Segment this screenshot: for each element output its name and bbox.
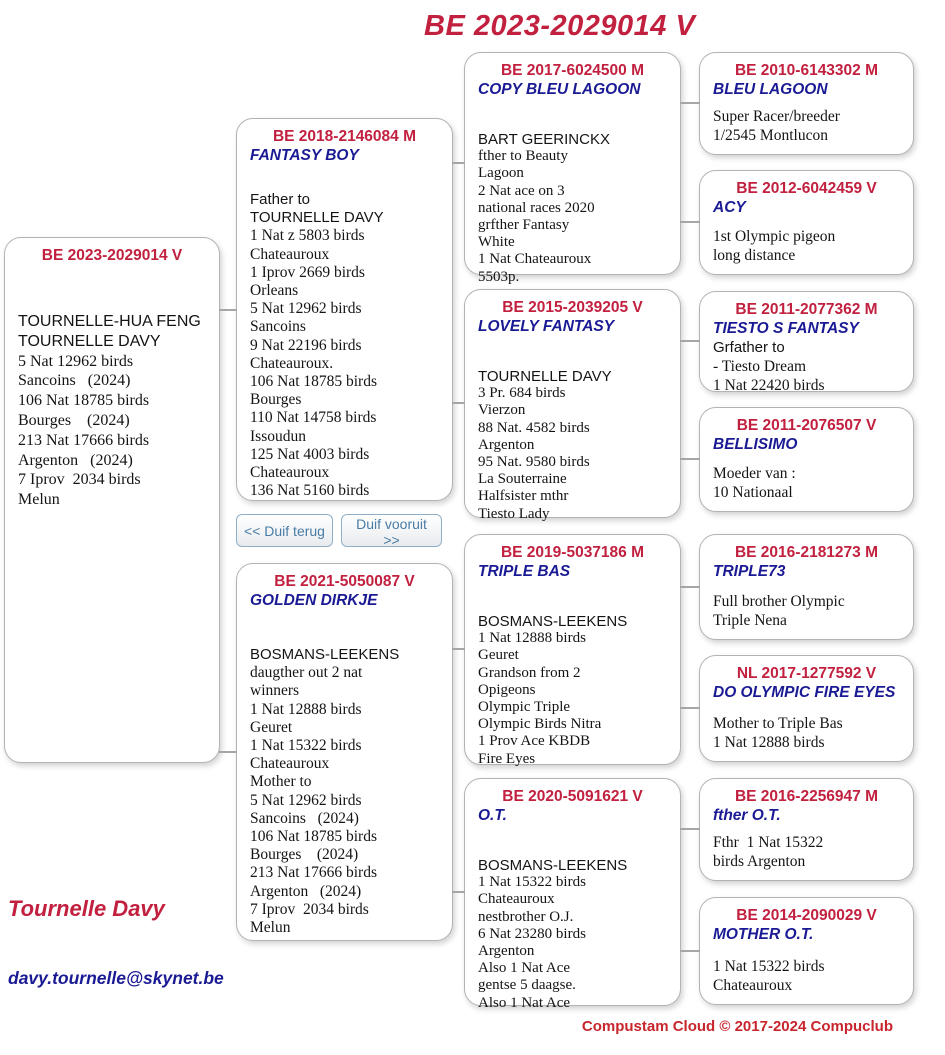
- pedigree-box-ggp-5[interactable]: [699, 534, 914, 640]
- previous-pigeon-button[interactable]: << Duif terug: [236, 514, 333, 547]
- pedigree-line: - Tiesto Dream: [713, 358, 806, 375]
- pedigree-box-father[interactable]: [236, 118, 453, 501]
- pedigree-line: 7 Iprov 2034 birds: [250, 900, 369, 918]
- pedigree-line: 1 Nat Chateauroux: [478, 251, 592, 268]
- pedigree-details: [465, 613, 680, 768]
- pedigree-line: Full brother Olympic: [713, 593, 845, 610]
- pedigree-box-subject[interactable]: [4, 237, 220, 763]
- pedigree-line: Fthr 1 Nat 15322: [713, 834, 824, 851]
- pedigree-line: Issoudun: [250, 427, 306, 445]
- pedigree-line: Grfather to: [713, 339, 785, 356]
- pedigree-line: Chateauroux: [250, 464, 330, 482]
- pigeon-name: ACY: [713, 199, 746, 216]
- ring-number: BE 2011-2077362 M: [735, 301, 878, 318]
- pigeon-name: COPY BLEU LAGOON: [478, 81, 641, 98]
- pedigree-box-ggp-2[interactable]: [699, 170, 914, 275]
- pigeon-name: O.T.: [478, 807, 507, 824]
- pedigree-line: 1/2545 Montlucon: [713, 127, 828, 144]
- connector-line: [680, 102, 700, 104]
- pigeon-name: fther O.T.: [713, 807, 781, 824]
- copyright-notice: Compustam Cloud © 2017-2024 Compuclub: [581, 1018, 893, 1035]
- pedigree-line: long distance: [713, 247, 796, 264]
- pedigree-line: 106 Nat 18785 birds: [250, 828, 378, 846]
- connector-line: [452, 402, 465, 404]
- pedigree-line: Melun: [250, 919, 291, 937]
- pigeon-name: BLEU LAGOON: [713, 81, 828, 98]
- pedigree-line: 136 Nat 5160 birds: [250, 482, 370, 500]
- pedigree-line: daugther out 2 nat: [250, 664, 363, 682]
- pedigree-details: [700, 107, 913, 154]
- pigeon-name: GOLDEN DIRKJE: [250, 592, 378, 609]
- pedigree-line: Argenton: [478, 943, 535, 960]
- ring-number: BE 2018-2146084 M: [272, 128, 417, 145]
- pedigree-line: Lagoon: [478, 165, 524, 182]
- pigeon-name: BELLISIMO: [713, 436, 798, 453]
- connector-line: [452, 891, 465, 893]
- pedigree-box-ggp-1[interactable]: [699, 52, 914, 155]
- pedigree-line: 1st Olympic pigeon: [713, 228, 836, 245]
- pedigree-line: Triple Nena: [713, 612, 787, 629]
- pigeon-name: TIESTO S FANTASY: [713, 320, 859, 337]
- pedigree-line: national races 2020: [478, 199, 595, 216]
- connector-line: [680, 458, 700, 460]
- pedigree-line: Geuret: [478, 647, 519, 664]
- pedigree-box-grandfather-paternal[interactable]: [464, 52, 681, 285]
- pedigree-line: 125 Nat 4003 birds: [250, 445, 370, 463]
- pedigree-line: Geuret: [250, 718, 293, 736]
- pedigree-line: Also 1 Nat Ace: [478, 994, 571, 1011]
- pedigree-box-ggp-7[interactable]: [699, 778, 914, 881]
- ring-number: BE 2016-2181273 M: [734, 544, 879, 561]
- pedigree-line: Argenton (2024): [250, 882, 362, 900]
- pedigree-line: 95 Nat. 9580 birds: [478, 454, 590, 471]
- connector-line: [680, 707, 700, 709]
- pedigree-line: 106 Nat 18785 birds: [18, 392, 150, 410]
- pedigree-box-grandmother-paternal[interactable]: [464, 289, 681, 522]
- ring-number: BE 2017-6024500 M: [500, 62, 645, 79]
- pedigree-details: [700, 227, 913, 274]
- pigeon-name: TRIPLE73: [713, 563, 786, 580]
- pedigree-line: 1 Prov Ace KBDB: [478, 733, 591, 750]
- ring-number: NL 2017-1277592 V: [736, 665, 877, 682]
- pedigree-line: 110 Nat 14758 birds: [250, 409, 377, 427]
- pedigree-line: Fire Eyes: [478, 750, 536, 767]
- pedigree-line: 88 Nat. 4582 birds: [478, 419, 590, 436]
- pedigree-line: White: [478, 234, 515, 251]
- pedigree-line: Argenton (2024): [18, 451, 133, 469]
- pedigree-details: [700, 592, 913, 639]
- pedigree-line: Chateauroux: [250, 245, 330, 263]
- pedigree-line: 1 Iprov 2669 birds: [250, 263, 365, 281]
- pedigree-line: Super Racer/breeder: [713, 108, 840, 125]
- pedigree-line: Opigeons: [478, 681, 536, 698]
- pedigree-line: Sancoins: [250, 318, 306, 336]
- pedigree-line: Father to: [250, 191, 311, 208]
- pedigree-line: Bourges (2024): [18, 411, 130, 429]
- pedigree-line: La Souterraine: [478, 471, 567, 488]
- pedigree-line: Moeder van :: [713, 465, 796, 482]
- pedigree-line: fther to Beauty: [478, 148, 568, 165]
- pedigree-line: winners: [250, 682, 300, 700]
- pedigree-line: 1 Nat 15322 birds: [250, 737, 362, 755]
- pedigree-line: TOURNELLE-HUA FENG: [18, 313, 201, 330]
- pedigree-line: Melun: [18, 491, 60, 509]
- pigeon-name: FANTASY BOY: [250, 147, 359, 164]
- ring-number: BE 2023-2029014 V: [41, 247, 183, 264]
- pedigree-line: Sancoins (2024): [18, 372, 131, 390]
- ring-number: BE 2021-5050087 V: [274, 573, 415, 590]
- connector-line: [680, 340, 700, 342]
- pigeon-name: LOVELY FANTASY: [478, 318, 615, 335]
- pedigree-line: Orleans: [250, 282, 299, 300]
- pedigree-line: 106 Nat 18785 birds: [250, 373, 378, 391]
- connector-line: [452, 648, 465, 650]
- pedigree-details: [465, 368, 680, 523]
- ring-number: BE 2016-2256947 M: [734, 788, 879, 805]
- pedigree-line: 1 Nat 15322 birds: [478, 874, 586, 891]
- connector-line: [219, 751, 237, 753]
- pedigree-box-grandmother-maternal[interactable]: [464, 778, 681, 1011]
- pedigree-line: 1 Nat 12888 birds: [478, 630, 586, 647]
- pedigree-line: TOURNELLE DAVY: [250, 209, 384, 227]
- pigeon-name: MOTHER O.T.: [713, 926, 814, 943]
- pedigree-details: [465, 131, 680, 286]
- pedigree-line: 213 Nat 17666 birds: [18, 431, 150, 449]
- ring-number: BE 2015-2039205 V: [502, 299, 643, 316]
- pedigree-box-grandfather-maternal[interactable]: [464, 534, 681, 765]
- connector-line: [680, 950, 700, 952]
- pedigree-details: [700, 338, 913, 404]
- pedigree-line: 5503p.: [478, 268, 520, 285]
- pigeon-name: TRIPLE BAS: [478, 563, 571, 580]
- pedigree-details: [700, 464, 913, 511]
- pedigree-line: TOURNELLE DAVY: [18, 332, 161, 350]
- ring-number: BE 2012-6042459 V: [736, 180, 877, 197]
- pedigree-line: 5 Nat 12962 birds: [250, 300, 362, 318]
- pedigree-line: Vierzon: [478, 402, 526, 419]
- page-title: BE 2023-2029014 V: [424, 10, 696, 42]
- pedigree-details: [700, 833, 913, 880]
- pedigree-line: Grandson from 2: [478, 664, 581, 681]
- pedigree-box-ggp-4[interactable]: [699, 407, 914, 512]
- pedigree-line: BOSMANS-LEEKENS: [250, 646, 400, 663]
- pedigree-line: Chateauroux.: [250, 354, 334, 372]
- pedigree-details: [700, 714, 913, 761]
- pedigree-box-mother[interactable]: [236, 563, 453, 941]
- pedigree-line: 1 Nat 15322 birds: [713, 958, 825, 975]
- next-pigeon-button[interactable]: Duif vooruit >>: [341, 514, 442, 547]
- breeder-name: Tournelle Davy: [8, 896, 165, 921]
- connector-line: [452, 162, 465, 164]
- pedigree-line: TOURNELLE DAVY: [478, 368, 612, 385]
- pedigree-line: Halfsister mthr: [478, 488, 569, 505]
- pedigree-line: 9 Nat 22196 birds: [250, 336, 362, 354]
- pedigree-details: [237, 646, 452, 937]
- ring-number: BE 2010-6143302 M: [734, 62, 879, 79]
- pedigree-line: 1 Nat 22420 birds: [713, 377, 825, 394]
- pedigree-line: Chateauroux: [713, 977, 793, 994]
- pedigree-line: Chateauroux: [250, 755, 330, 773]
- pedigree-line: grfther Fantasy: [478, 217, 570, 234]
- pedigree-details: [465, 857, 680, 1012]
- pedigree-line: 1 Nat 12888 birds: [713, 734, 825, 751]
- pedigree-line: 10 Nationaal: [713, 484, 793, 501]
- pedigree-line: 5 Nat 12962 birds: [250, 791, 362, 809]
- pedigree-line: Mother to Triple Bas: [713, 715, 843, 732]
- pedigree-line: 3 Pr. 684 birds: [478, 385, 566, 402]
- pedigree-line: 1 Nat 12888 birds: [250, 700, 362, 718]
- pedigree-line: Chateauroux: [478, 891, 555, 908]
- ring-number: BE 2014-2090029 V: [736, 907, 877, 924]
- pedigree-details: [5, 312, 219, 510]
- pedigree-line: Also 1 Nat Ace: [478, 960, 571, 977]
- connector-line: [219, 309, 237, 311]
- pedigree-line: 2 Nat ace on 3: [478, 182, 565, 199]
- pedigree-line: nestbrother O.J.: [478, 908, 574, 925]
- pedigree-line: BOSMANS-LEEKENS: [478, 857, 628, 874]
- pedigree-line: gentse 5 daagse.: [478, 977, 576, 994]
- ring-number: BE 2019-5037186 M: [500, 544, 645, 561]
- pedigree-line: 7 Iprov 2034 birds: [18, 471, 141, 489]
- pedigree-line: 5 Nat 12962 birds: [18, 352, 134, 370]
- pigeon-name: DO OLYMPIC FIRE EYES: [713, 684, 896, 701]
- pedigree-box-ggp-8[interactable]: [699, 897, 914, 1005]
- pedigree-line: BART GEERINCKX: [478, 131, 610, 148]
- pedigree-line: Olympic Triple: [478, 699, 571, 716]
- pedigree-line: 213 Nat 17666 birds: [250, 864, 378, 882]
- breeder-email: davy.tournelle@skynet.be: [8, 968, 224, 988]
- pedigree-line: 1 Nat z 5803 birds: [250, 227, 365, 245]
- connector-line: [680, 828, 700, 830]
- pedigree-line: Tiesto Lady: [478, 505, 550, 522]
- pedigree-line: Sancoins (2024): [250, 809, 359, 827]
- pedigree-details: [237, 191, 452, 500]
- pedigree-line: 6 Nat 23280 birds: [478, 925, 586, 942]
- pedigree-line: Bourges: [250, 391, 302, 409]
- pedigree-box-ggp-3[interactable]: [699, 291, 914, 392]
- pedigree-box-ggp-6[interactable]: [699, 655, 914, 762]
- pedigree-line: Mother to: [250, 773, 312, 791]
- connector-line: [680, 586, 700, 588]
- ring-number: BE 2011-2076507 V: [736, 417, 877, 434]
- pedigree-line: Bourges (2024): [250, 846, 359, 864]
- pedigree-line: Olympic Birds Nitra: [478, 716, 602, 733]
- pedigree-line: BOSMANS-LEEKENS: [478, 613, 628, 630]
- pedigree-line: Argenton: [478, 436, 535, 453]
- pedigree-line: birds Argenton: [713, 853, 806, 870]
- ring-number: BE 2020-5091621 V: [502, 788, 643, 805]
- connector-line: [680, 221, 700, 223]
- pedigree-details: [700, 957, 913, 1004]
